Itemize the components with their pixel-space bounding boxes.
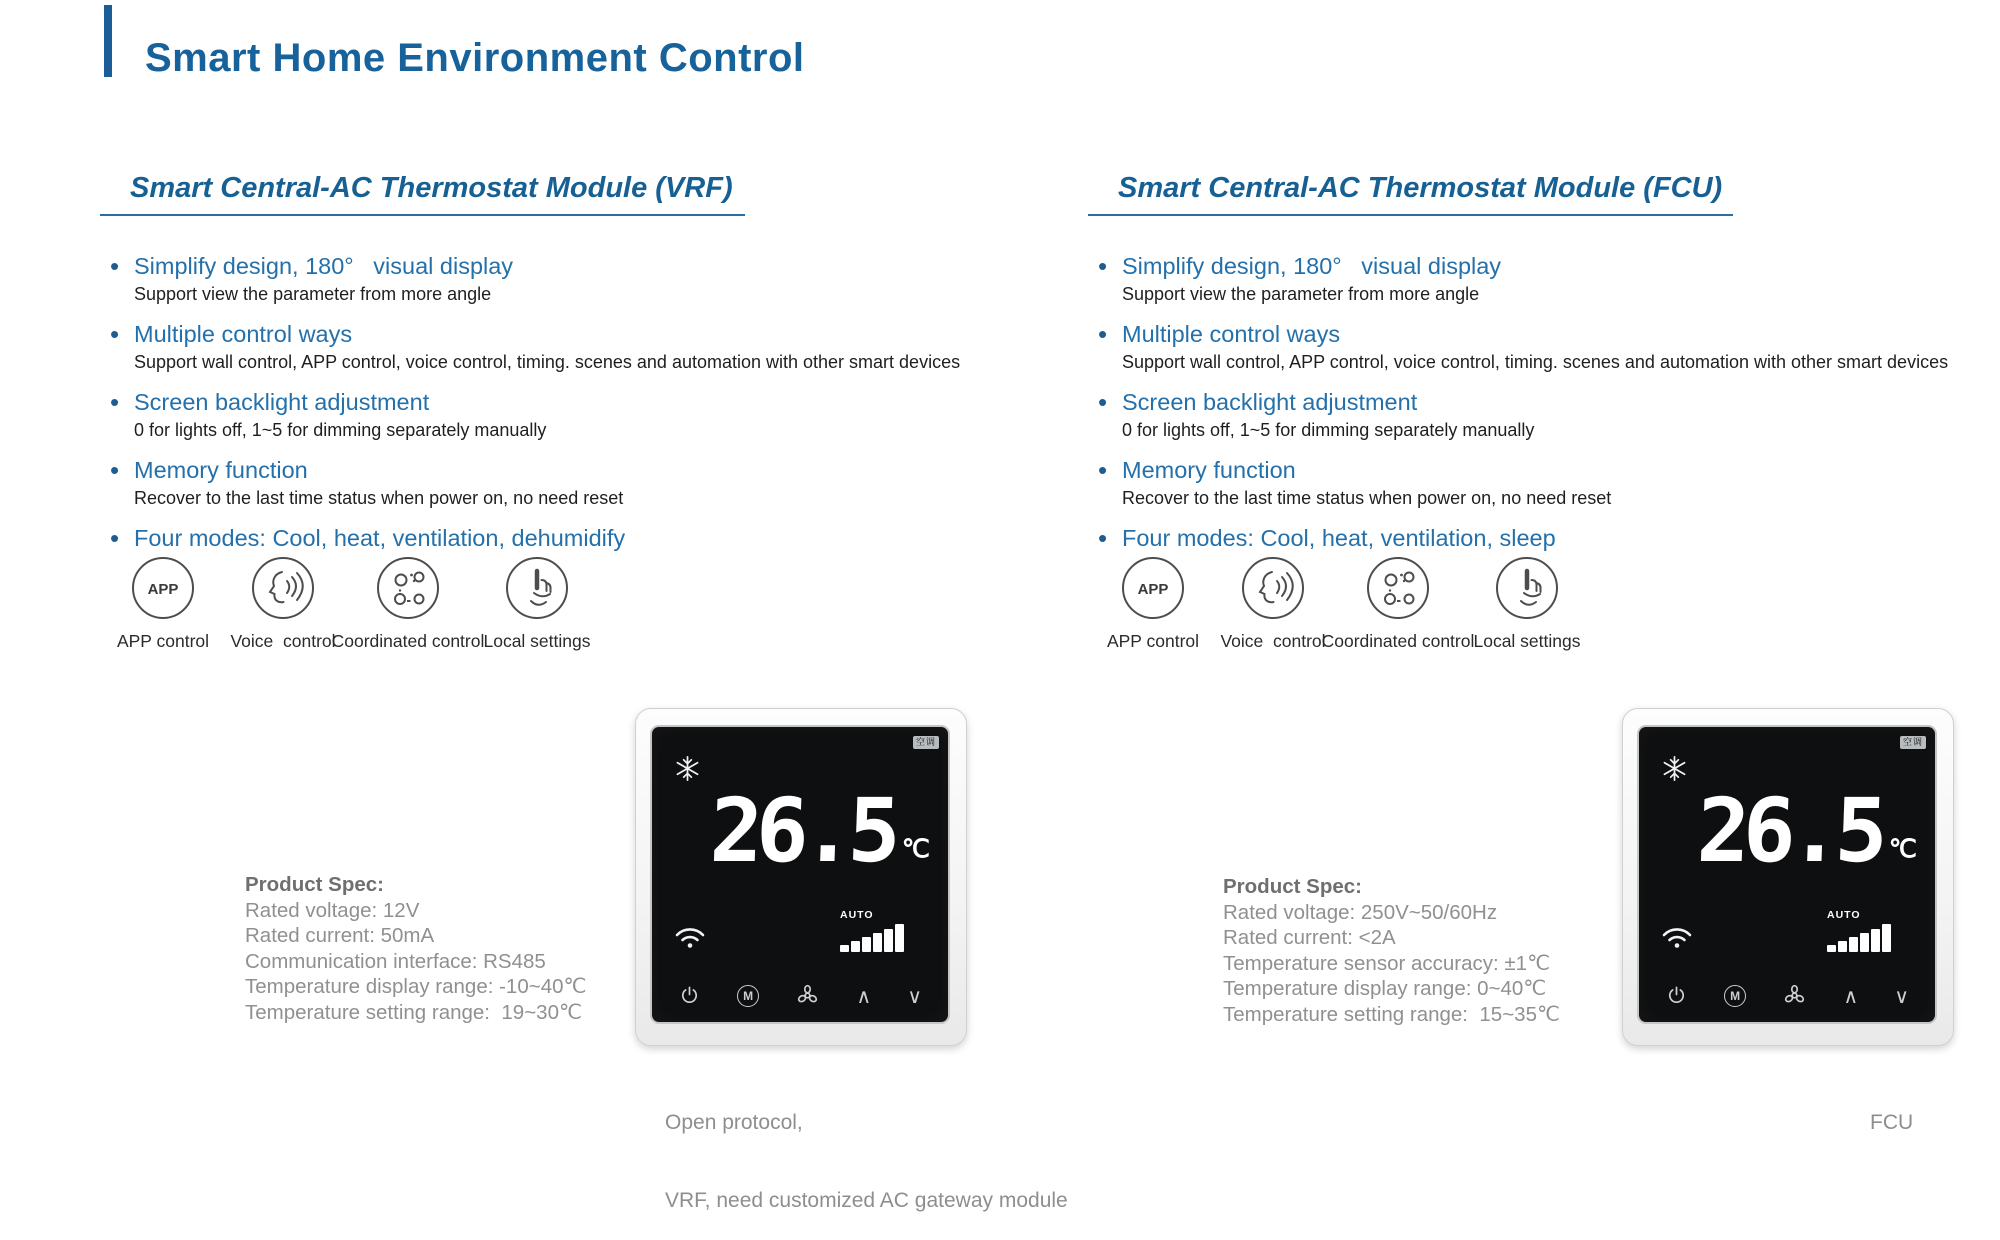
fan-speed-display [1827, 909, 1913, 952]
caption-vrf [665, 1058, 1068, 1240]
spec-line: Communication interface: RS485 [245, 949, 546, 973]
temperature-unit: ℃ [901, 835, 929, 863]
feature-item [1098, 456, 1986, 510]
fan-speed-bars [1827, 924, 1913, 952]
feature-list [1098, 252, 1986, 552]
feature-item [110, 388, 998, 442]
feature-title: • Four modes: Cool, heat, ventilation, dehumidify [134, 525, 626, 551]
feature-detail: Support wall control, APP control, voice control, timing. scenes and automation with other smart devices [1122, 352, 1949, 372]
section-vrf [98, 150, 998, 566]
cool-mode-snowflake-icon [1661, 755, 1688, 782]
section-heading-fcu: Smart Central-AC Thermostat Module (FCU) [1088, 172, 1733, 216]
ac-badge: 空调 [1900, 736, 1926, 749]
power-button-icon[interactable] [678, 984, 701, 1007]
caption-line: Open protocol, [665, 1111, 803, 1134]
feature-item [110, 456, 998, 510]
temperature-value: 26.5 [1695, 779, 1883, 882]
app-control-icon [1121, 556, 1185, 620]
local-settings-icon [505, 556, 569, 620]
temperature-display [1695, 779, 1916, 882]
feature-detail: 0 for lights off, 1~5 for dimming separately manually [134, 420, 547, 440]
fan-speed-display [840, 909, 926, 952]
spec-line: Rated current: <2A [1223, 926, 1396, 949]
fan-button-icon[interactable] [795, 983, 820, 1008]
feature-title: • Simplify design, 180° visual display [134, 253, 514, 279]
feature-detail: Recover to the last time status when power on, no need reset [134, 488, 624, 508]
feature-title: • Four modes: Cool, heat, ventilation, sleep [1122, 525, 1556, 551]
control-local [447, 556, 627, 652]
control-label: Local settings [1473, 631, 1581, 651]
temperature-unit: ℃ [1888, 835, 1916, 863]
control-label: Voice control [230, 631, 336, 651]
control-label: Local settings [483, 631, 591, 651]
fan-speed-bars [840, 924, 926, 952]
svg-text:APP: APP [1137, 581, 1169, 598]
down-button-icon[interactable]: ∨ [907, 983, 922, 1008]
spec-line: Temperature setting range: 15~35℃ [1223, 1002, 1560, 1026]
spec-line: Temperature sensor accuracy: ±1℃ [1223, 951, 1551, 975]
control-label: APP control [1106, 631, 1200, 651]
app-control-icon [131, 556, 195, 620]
spec-line: Rated voltage: 250V~50/60Hz [1223, 900, 1498, 924]
caption-fcu [1870, 1058, 1913, 1162]
feature-title: • Screen backlight adjustment [1122, 389, 1418, 415]
feature-title: • Memory function [1122, 457, 1296, 483]
device-screen [1639, 727, 1935, 1022]
device-buttons [1665, 983, 1909, 1008]
up-button-icon[interactable]: ∧ [856, 983, 872, 1008]
feature-detail: Support view the parameter from more angle [1122, 284, 1480, 304]
thermostat-device-fcu [1622, 708, 1954, 1046]
control-label: Coordinated control [1321, 631, 1475, 651]
fan-auto-label: AUTO [840, 909, 874, 921]
temperature-value: 26.5 [708, 779, 896, 882]
spec-line: Rated voltage: 12V [245, 898, 420, 922]
thermostat-device-vrf [635, 708, 967, 1046]
feature-title: • Multiple control ways [134, 321, 353, 347]
feature-title: • Screen backlight adjustment [134, 389, 430, 415]
device-buttons [678, 983, 922, 1008]
page-title: Smart Home Environment Control [145, 36, 805, 80]
cool-mode-snowflake-icon [674, 755, 701, 782]
feature-item [1098, 388, 1986, 442]
caption-line: FCU [1870, 1111, 1914, 1134]
feature-item [110, 524, 998, 552]
caption-line: VRF, need customized AC gateway module [665, 1189, 1068, 1212]
local-settings-icon [1495, 556, 1559, 620]
feature-title: • Multiple control ways [1122, 321, 1341, 347]
control-local [1437, 556, 1617, 652]
fan-button-icon[interactable] [1782, 983, 1807, 1008]
wifi-icon [674, 925, 706, 949]
feature-item [1098, 524, 1986, 552]
svg-text:APP: APP [147, 581, 179, 598]
down-button-icon[interactable]: ∨ [1894, 983, 1909, 1008]
control-label: APP control [116, 631, 210, 651]
mode-button-icon[interactable]: M [1724, 985, 1746, 1007]
temperature-display [708, 779, 929, 882]
feature-detail: Recover to the last time status when power on, no need reset [1122, 488, 1612, 508]
wifi-icon [1661, 925, 1693, 949]
spec-line: Temperature display range: 0~40℃ [1223, 977, 1547, 1000]
feature-detail: Support wall control, APP control, voice control, timing. scenes and automation with other smart devices [134, 352, 961, 372]
coordinated-control-icon [376, 556, 440, 620]
voice-control-icon [251, 556, 315, 620]
spec-title: Product Spec: [245, 873, 384, 896]
feature-list [110, 252, 998, 552]
ac-badge: 空调 [913, 736, 939, 749]
mode-button-icon[interactable]: M [737, 985, 759, 1007]
feature-title: • Memory function [134, 457, 308, 483]
product-spec-fcu [1223, 874, 1560, 1027]
feature-detail: Support view the parameter from more angle [134, 284, 492, 304]
voice-control-icon [1241, 556, 1305, 620]
title-accent-bar [104, 5, 112, 77]
control-label: Coordinated control [331, 631, 485, 651]
device-screen [652, 727, 948, 1022]
product-spec-vrf [245, 872, 587, 1025]
power-button-icon[interactable] [1665, 984, 1688, 1007]
spec-line: Temperature display range: -10~40℃ [245, 975, 587, 998]
spec-line: Rated current: 50mA [245, 924, 435, 947]
spec-line: Temperature setting range: 19~30℃ [245, 1000, 582, 1024]
fan-auto-label: AUTO [1827, 909, 1861, 921]
feature-item [110, 252, 998, 306]
feature-item [1098, 252, 1986, 306]
feature-detail: 0 for lights off, 1~5 for dimming separately manually [1122, 420, 1535, 440]
coordinated-control-icon [1366, 556, 1430, 620]
spec-title: Product Spec: [1223, 875, 1362, 898]
feature-item [110, 320, 998, 374]
control-label: Voice control [1220, 631, 1326, 651]
section-fcu [1086, 150, 1986, 566]
feature-item [1098, 320, 1986, 374]
feature-title: • Simplify design, 180° visual display [1122, 253, 1502, 279]
up-button-icon[interactable]: ∧ [1843, 983, 1859, 1008]
section-heading-vrf: Smart Central-AC Thermostat Module (VRF) [100, 172, 745, 216]
